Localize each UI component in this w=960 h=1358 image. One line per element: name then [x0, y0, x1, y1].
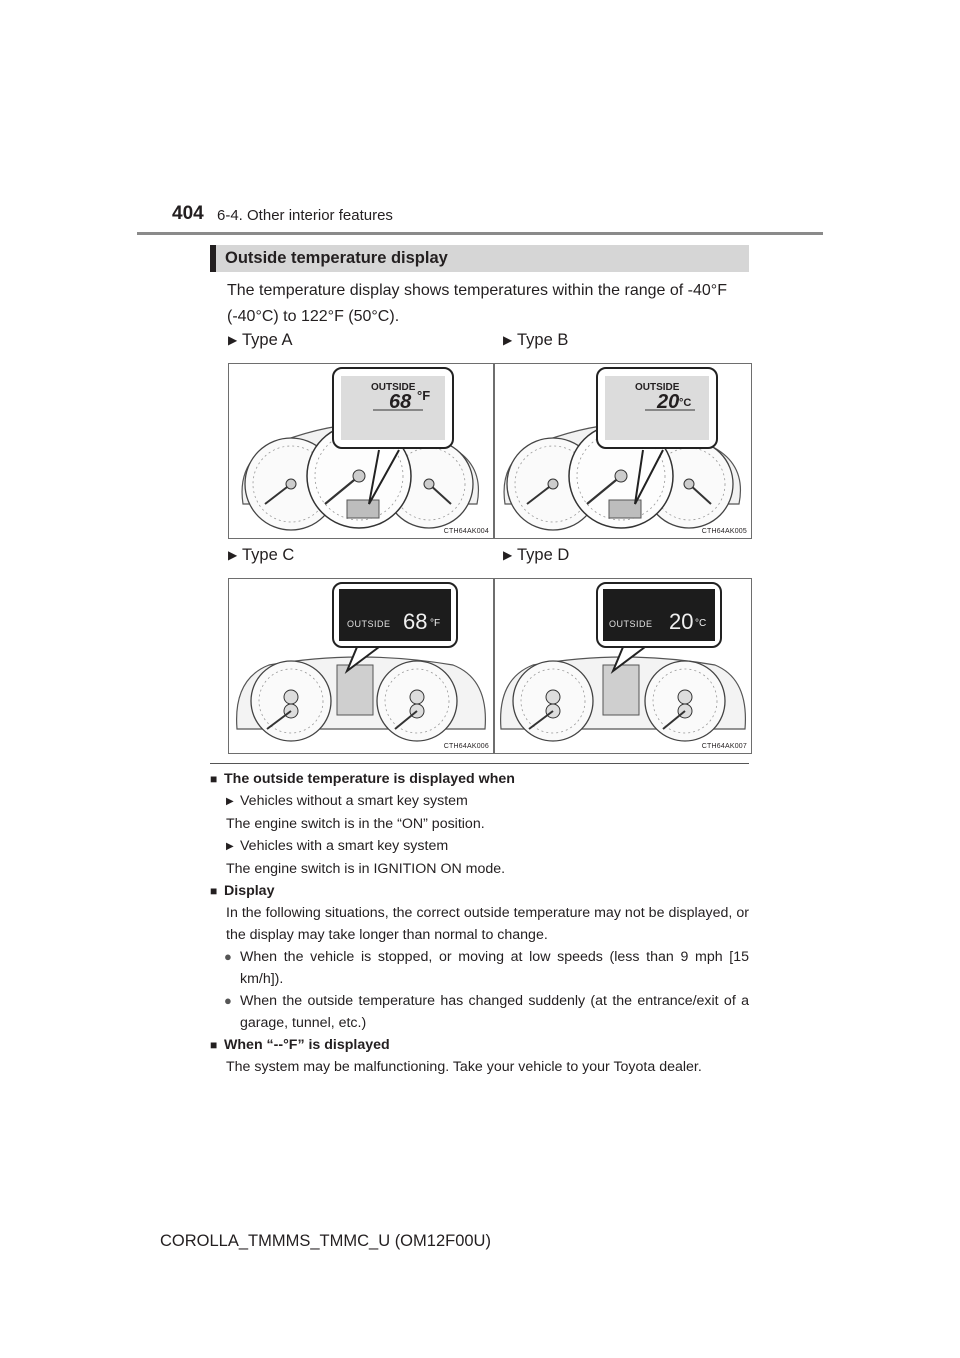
figure-code: CTH64AK006 [443, 743, 489, 750]
figure-code: CTH64AK005 [701, 528, 747, 535]
list-item-text: When the vehicle is stopped, or moving at low speeds (less than 9 mph [15 km/h]). [240, 949, 749, 987]
temperature-value: 68 [403, 609, 428, 634]
cluster-illustration-d [495, 579, 751, 753]
square-bullet-icon: ■ [210, 1038, 218, 1052]
note-heading-text: When “--°F” is displayed [224, 1037, 390, 1053]
temperature-unit: °F [417, 388, 431, 403]
type-a-text: Type A [242, 331, 293, 349]
temperature-value: 68 [389, 391, 412, 413]
case-with-smart-key [210, 835, 749, 858]
figure-type-d [494, 578, 752, 754]
notes-divider [210, 763, 749, 764]
temperature-value: 20 [669, 609, 694, 634]
outside-label: OUTSIDE [371, 382, 416, 393]
arrow-right-icon: ▶ [226, 841, 234, 852]
figure-type-a [228, 363, 494, 539]
temperature-value: 20 [657, 391, 680, 413]
display-paragraph: In the following situations, the correct outside temperature may not be displayed, or the display may take longer than normal to change. [226, 905, 749, 943]
circle-bullet-icon: ● [224, 993, 232, 1008]
note-heading-display [210, 880, 749, 902]
section-title-bar [210, 245, 749, 272]
square-bullet-icon: ■ [210, 772, 218, 786]
type-c-label [228, 546, 294, 565]
circle-bullet-icon: ● [224, 949, 232, 964]
intro-paragraph: The temperature display shows temperatures within the range of -40°F (-40°C) to 122°F (50°C). [227, 282, 727, 325]
arrow-right-icon: ▶ [503, 548, 513, 562]
square-bullet-icon: ■ [210, 884, 218, 898]
arrow-right-icon: ▶ [226, 796, 234, 807]
figure-type-c [228, 578, 494, 754]
figure-code: CTH64AK004 [443, 528, 489, 535]
chapter-title: 6-4. Other interior features [217, 207, 393, 224]
malfunction-paragraph: The system may be malfunctioning. Take your vehicle to your Toyota dealer. [226, 1059, 702, 1075]
note-heading-when-displayed [210, 768, 749, 790]
temperature-unit: °C [679, 397, 692, 409]
cluster-illustration-a [229, 364, 493, 538]
outside-label: OUTSIDE [635, 382, 680, 393]
page-number: 404 [172, 203, 204, 224]
section-accent [210, 245, 216, 272]
case-without-smart-key [210, 790, 749, 813]
case-label: Vehicles without a smart key system [240, 793, 468, 809]
type-a-label [228, 331, 292, 350]
figure-type-b [494, 363, 752, 539]
cluster-illustration-b [495, 364, 751, 538]
list-item [210, 946, 749, 990]
arrow-right-icon: ▶ [228, 548, 238, 562]
case-label: Vehicles with a smart key system [240, 838, 449, 854]
list-item-text: When the outside temperature has changed suddenly (at the entrance/exit of a garage, tunnel, etc.) [240, 993, 749, 1031]
note-heading-text: Display [224, 883, 275, 899]
arrow-right-icon: ▶ [503, 333, 513, 347]
list-item [210, 990, 749, 1034]
note-heading-malfunction [210, 1034, 749, 1056]
type-d-text: Type D [517, 546, 570, 564]
footer-document-id: COROLLA_TMMMS_TMMC_U (OM12F00U) [160, 1232, 491, 1250]
type-b-text: Type B [517, 331, 569, 349]
type-b-label [503, 331, 568, 350]
type-c-text: Type C [242, 546, 295, 564]
cluster-illustration-c [229, 579, 493, 753]
case-text: The engine switch is in the “ON” position. [226, 816, 485, 832]
temperature-unit: °C [695, 618, 707, 629]
notes-section [210, 768, 749, 1078]
section-title: Outside temperature display [225, 249, 448, 267]
temperature-unit: °F [430, 618, 441, 629]
type-d-label [503, 546, 569, 565]
outside-label: OUTSIDE [609, 619, 653, 629]
case-text: The engine switch is in IGNITION ON mode. [226, 861, 506, 877]
header-divider [137, 232, 823, 235]
arrow-right-icon: ▶ [228, 333, 238, 347]
outside-label: OUTSIDE [347, 619, 391, 629]
figure-code: CTH64AK007 [701, 743, 747, 750]
note-heading-text: The outside temperature is displayed when [224, 771, 515, 787]
